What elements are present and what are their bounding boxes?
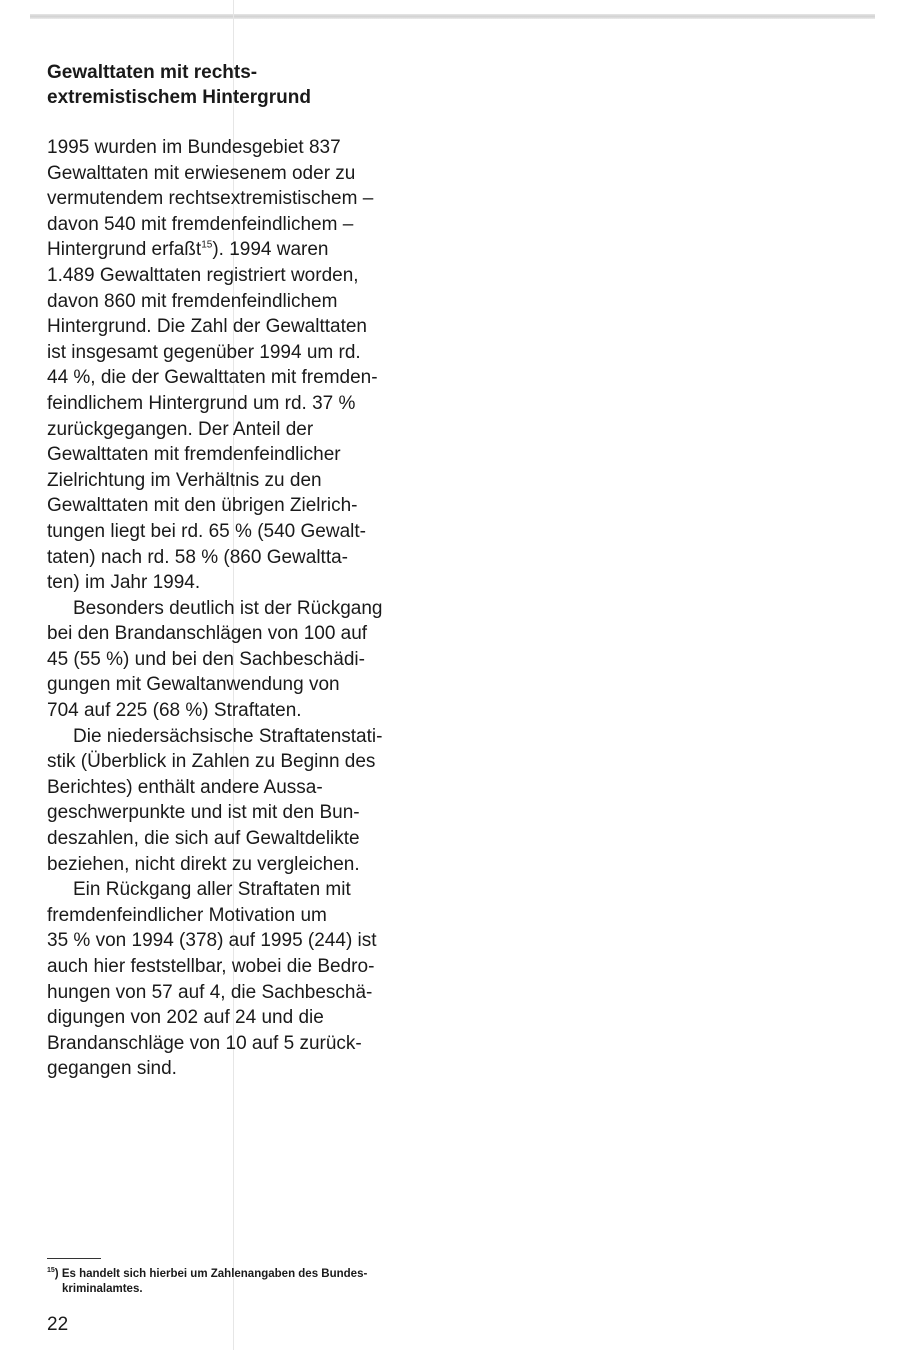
text-line: Zielrichtung im Verhältnis zu den: [47, 469, 322, 491]
text-line: zurückgegangen. Der Anteil der: [47, 418, 314, 440]
text-line: Gewalttaten mit erwiesenem oder zu: [47, 162, 356, 184]
text-line: bei den Brandanschlägen von 100 auf: [47, 623, 368, 645]
paragraph-4: [47, 877, 412, 1082]
text-line: auch hier feststellbar, wobei die Bedro-: [47, 956, 375, 977]
text-line: Berichtes) enthält andere Aussa-: [47, 776, 323, 798]
footnote-reference: 15: [201, 240, 213, 252]
text-line: hungen von 57 auf 4, die Sachbeschä-: [47, 981, 373, 1003]
section-heading: [47, 60, 407, 110]
text-line: gegangen sind.: [47, 1058, 177, 1080]
text-line: stik (Überblick in Zahlen zu Beginn des: [47, 751, 376, 773]
text-line: Hintergrund. Die Zahl der Gewalttaten: [47, 316, 367, 338]
footnote-line: [47, 1267, 427, 1282]
footnote: [47, 1267, 427, 1297]
paragraph-1: [47, 135, 412, 596]
text-line: vermutendem rechtsextremistischem –: [47, 188, 374, 210]
paragraph-2: [47, 596, 412, 724]
text-line: geschwerpunkte und ist mit den Bun-: [47, 802, 360, 824]
text-line: 1995 wurden im Bundesgebiet 837: [47, 137, 341, 158]
paragraph-3: [47, 724, 412, 878]
text-line: tungen liegt bei rd. 65 % (540 Gewalt-: [47, 520, 366, 542]
heading-line: Gewalttaten mit rechts-: [47, 62, 258, 83]
text-line: Gewalttaten mit fremdenfeindlicher: [47, 444, 341, 466]
text-line: 45 (55 %) und bei den Sachbeschädi-: [47, 648, 365, 670]
text-line: digungen von 202 auf 24 und die: [47, 1007, 324, 1029]
text-line: [47, 237, 412, 263]
text-line: fremdenfeindlicher Motivation um: [47, 904, 327, 926]
text-line: feindlichem Hintergrund um rd. 37 %: [47, 392, 356, 414]
footnote-separator: [47, 1258, 101, 1259]
footnote-line: kriminalamtes.: [62, 1283, 143, 1295]
text-fragment: ). 1994 waren: [212, 239, 329, 261]
text-line: Gewalttaten mit den übrigen Zielrich-: [47, 495, 358, 517]
page-number: 22: [47, 1314, 69, 1335]
text-line: beziehen, nicht direkt zu vergleichen.: [47, 853, 360, 875]
text-line: 704 auf 225 (68 %) Straftaten.: [47, 700, 302, 722]
text-fragment: Hintergrund erfaßt: [47, 239, 202, 261]
text-line: 35 % von 1994 (378) auf 1995 (244) ist: [47, 930, 377, 952]
text-line: 44 %, die der Gewalttaten mit fremden-: [47, 367, 378, 389]
text-line: gungen mit Gewaltanwendung von: [47, 674, 340, 696]
text-line: ist insgesamt gegenüber 1994 um rd.: [47, 341, 361, 363]
text-line: Ein Rückgang aller Straftaten mit: [73, 879, 351, 901]
text-line: Brandanschläge von 10 auf 5 zurück-: [47, 1032, 362, 1054]
top-rule: [30, 14, 875, 19]
text-line: davon 860 mit fremdenfeindlichem: [47, 290, 338, 312]
footnote-text: Es handelt sich hierbei um Zahlenangaben des Bundes-: [61, 1268, 368, 1280]
text-line: taten) nach rd. 58 % (860 Gewaltta-: [47, 546, 348, 568]
text-line: deszahlen, die sich auf Gewaltdelikte: [47, 828, 360, 850]
text-line: davon 540 mit fremdenfeindlichem –: [47, 213, 354, 235]
text-line: ten) im Jahr 1994.: [47, 572, 201, 594]
text-line: Die niedersächsische Straftatenstati-: [73, 725, 383, 747]
footnote-marker-close: ): [54, 1268, 59, 1280]
heading-line: extremistischem Hintergrund: [47, 87, 311, 108]
text-line: 1.489 Gewalttaten registriert worden,: [47, 264, 359, 286]
text-line: Besonders deutlich ist der Rückgang: [73, 597, 383, 619]
footnote-marker: 15: [47, 1267, 55, 1275]
body-text: [47, 135, 412, 1082]
